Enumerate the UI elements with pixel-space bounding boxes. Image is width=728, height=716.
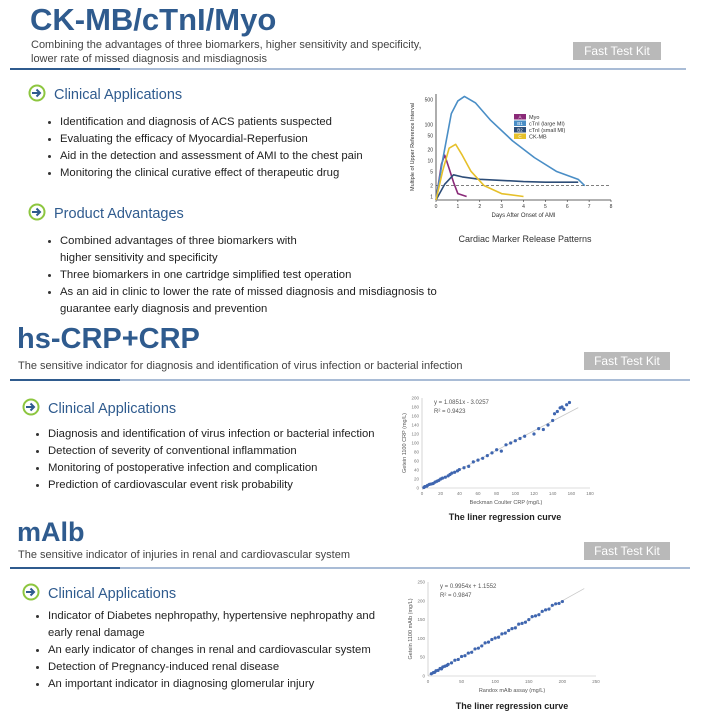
list-item-line: Three biomarkers in one cartridge simplified test operation [60,269,352,281]
y-tick-label: 500 [424,97,433,104]
arrow-circle-icon [28,84,46,106]
list-item: Identification and diagnosis of ACS patients suspected [46,114,406,131]
data-point [444,476,447,479]
data-point [553,412,556,415]
data-point [541,610,544,613]
data-point [561,600,564,603]
data-point [500,450,503,453]
y-tick-label: 5 [430,169,433,176]
fast-test-kit-badge: Fast Test Kit [573,42,661,60]
data-point [537,427,540,430]
data-point [453,471,456,474]
list-item-line: Detection of Pregnancy-induced renal disease [48,661,280,673]
list-item [46,284,466,318]
list-item-line: Combined advantages of three biomarkers with [60,235,297,247]
data-point [527,618,530,621]
r-squared-label: R² = 0.9847 [440,593,472,599]
data-point [463,654,466,657]
data-point [557,602,560,605]
y-tick-label: 200 [417,598,425,604]
clinical-applications-list [34,426,404,494]
data-point [500,632,503,635]
list-item [34,642,404,659]
section-title-hscrp: hs-CRP+CRP [17,323,200,355]
data-point [490,451,493,454]
series-line [436,144,524,200]
data-point [458,468,461,471]
legend-key: B1 [517,121,523,126]
clinical-applications-heading [22,398,176,420]
y-tick-label: 180 [411,404,419,410]
data-point [486,454,489,457]
y-tick-label: 100 [411,440,419,446]
x-tick-label: 1 [456,204,460,210]
y-tick-label: 50 [419,654,425,660]
data-point [457,658,460,661]
data-point [551,419,554,422]
list-item-line: As an aid in clinic to lower the rate of missed diagnosis and misdiagnosis to [60,286,437,298]
y-axis-label: Getein 1100 mAlb (mg/L) [408,598,414,660]
x-tick-label: 140 [548,491,557,496]
y-tick-label: 80 [413,449,419,455]
y-tick-label: 40 [413,467,419,473]
fast-test-kit-badge: Fast Test Kit [584,352,670,370]
regression-equation: y = 0.9954x + 1.1552 [440,584,497,590]
y-tick-label: 100 [417,635,425,641]
x-tick-label: 100 [491,679,499,684]
data-point [481,457,484,460]
data-point [537,613,540,616]
arrow-circle-icon [22,583,40,605]
data-point [534,614,537,617]
list-item [34,676,404,693]
x-tick-label: 120 [530,491,538,496]
malb-regression-chart [398,576,608,696]
y-axis-label: Getein 1100 CRP (mg/L) [402,412,408,474]
fast-test-kit-badge: Fast Test Kit [584,542,670,560]
y-tick-label: 20 [427,147,433,154]
r-squared-label: R² = 0.9423 [434,409,466,415]
data-point [473,647,476,650]
list-item: Prediction of cardiovascular event risk probability [34,477,404,494]
clinical-applications-list [46,114,406,182]
list-item-line: An early indicator of changes in renal and cardiovascular system [48,644,371,656]
arrow-circle-icon [22,398,40,420]
data-point [441,477,444,480]
heading-label: Product Advantages [54,206,184,222]
y-axis-label: Multiple of Upper Reference Interval [410,102,416,192]
x-tick-label: 250 [592,679,600,684]
chart-caption: Cardiac Marker Release Patterns [458,234,592,244]
data-point [520,622,523,625]
heading-label: Clinical Applications [48,586,177,602]
x-tick-label: 2 [478,204,482,210]
list-item: Monitoring the clinical curative effect of therapeutic drug [46,165,406,182]
y-tick-label: 0 [422,673,425,679]
data-point [507,629,510,632]
data-point [460,655,463,658]
data-point [568,401,571,404]
section-subtitle-hscrp [18,359,463,373]
list-item: Aid in the detection and assessment of AMI to the chest pain [46,148,406,165]
data-point [544,608,547,611]
legend-label: cTnI (large MI) [529,121,565,128]
data-point [509,441,512,444]
list-item: Diagnosis and identification of virus infection or bacterial infection [34,426,404,443]
x-tick-label: 150 [525,679,533,684]
list-item: Detection of severity of conventional inflammation [34,443,404,460]
data-point [504,632,507,635]
series-line [436,175,578,200]
data-point [476,459,479,462]
section-subtitle-malb [18,548,350,562]
section-subtitle-ckmb [31,38,422,66]
list-item: Monitoring of postoperative infection and complication [34,460,404,477]
data-point [450,472,453,475]
x-axis-label: Randox mAlb assay (mg/L) [478,688,546,694]
heading-label: Clinical Applications [54,87,183,103]
data-point [495,448,498,451]
x-tick-label: 8 [609,204,613,210]
x-tick-label: 7 [587,204,591,210]
y-tick-label: 1 [430,194,433,201]
y-tick-label: 10 [427,158,433,165]
x-tick-label: 60 [475,491,481,496]
y-tick-label: 50 [427,133,433,140]
y-tick-label: 100 [424,122,433,129]
data-point [467,651,470,654]
data-point [470,651,473,654]
section-divider [10,68,686,70]
list-item [46,267,466,284]
x-tick-label: 50 [459,679,465,684]
data-point [542,428,545,431]
legend-label: CK-MB [529,134,547,141]
section-title-malb: mAlb [17,517,85,547]
legend-key: A [518,114,522,120]
product-advantages-list [46,233,466,318]
x-axis-label: Days After Onset of AMI [491,213,556,219]
list-item-line: An important indicator in diagnosing glomerular injury [48,678,315,690]
chart-caption: The liner regression curve [455,701,569,711]
legend-key: C [518,134,522,139]
y-tick-label: 120 [411,431,419,437]
clinical-applications-heading [22,583,176,605]
y-tick-label: 250 [417,579,425,585]
y-tick-label: 0 [416,485,419,491]
x-tick-label: 5 [543,204,547,210]
data-point [514,439,517,442]
x-tick-label: 200 [558,679,567,684]
subtitle-line: lower rate of missed diagnosis and misdiagnosis [31,53,268,65]
y-tick-label: 60 [413,458,419,464]
legend-key: B2 [517,127,523,133]
x-tick-label: 40 [456,491,462,496]
x-tick-label: 0 [420,491,424,496]
y-tick-label: 200 [411,395,419,401]
list-item [34,608,404,642]
x-tick-label: 0 [426,679,430,684]
regression-equation: y = 1.0851x - 3.0257 [434,400,489,406]
data-point [467,465,470,468]
heading-label: Clinical Applications [48,401,177,417]
x-tick-label: 80 [494,491,500,496]
arrow-circle-icon [28,203,46,225]
cardiac-marker-chart [406,86,628,230]
y-tick-label: 160 [411,413,419,419]
y-tick-label: 140 [411,422,419,428]
x-tick-label: 100 [511,491,520,496]
data-point [462,466,465,469]
data-point [562,408,565,411]
list-item [34,659,404,676]
x-tick-label: 3 [500,204,504,210]
data-point [532,432,535,435]
subtitle-line: The sensitive indicator of injuries in renal and cardiovascular system [18,549,350,561]
clinical-applications-list [34,608,404,693]
list-item [46,233,466,267]
data-point [504,443,507,446]
data-point [450,661,453,664]
y-tick-label: 2 [430,183,433,190]
data-point [472,460,475,463]
list-item-line: early renal damage [48,627,145,639]
list-item: Evaluating the efficacy of Myocardial-Reperfusion [46,131,406,148]
legend-label: cTnI (small MI) [529,127,566,134]
crp-regression-chart [398,392,598,508]
data-point [490,638,493,641]
section-title-ckmb: CK-MB/cTnI/Myo [30,2,277,37]
data-point [510,627,513,630]
subtitle-line: Combining the advantages of three biomarkers, higher sensitivity and specificity, [31,39,422,51]
data-point [524,621,527,624]
data-point [453,659,456,662]
x-tick-label: 0 [434,204,438,210]
data-point [494,636,497,639]
x-tick-label: 180 [586,491,594,496]
y-tick-label: 150 [417,617,425,623]
data-point [523,435,526,438]
list-item-line: higher sensitivity and specificity [60,252,218,264]
legend-label: Myo [529,114,540,121]
list-item-line: Indicator of Diabetes nephropathy, hypertensive nephropathy and [48,610,375,622]
section-divider [10,567,690,569]
clinical-applications-heading [28,84,182,106]
data-point [514,626,517,629]
data-point [487,641,490,644]
data-point [447,663,450,666]
x-tick-label: 4 [522,204,525,210]
x-tick-label: 160 [567,491,576,496]
x-tick-label: 20 [438,491,444,496]
data-point [477,647,480,650]
data-point [518,437,521,440]
data-point [546,423,549,426]
section-divider [10,379,690,381]
list-item-line: guarantee early diagnosis and prevention [60,303,268,315]
data-point [480,644,483,647]
y-tick-label: 20 [413,476,419,482]
subtitle-line: The sensitive indicator for diagnosis and identification of virus infection or bacterial infection [18,360,463,372]
x-axis-label: Beckman Coulter CRP (mg/L) [469,500,543,506]
data-point [497,636,500,639]
x-tick-label: 6 [565,204,569,210]
data-point [551,604,554,607]
data-point [484,641,487,644]
product-advantages-heading [28,203,184,225]
data-point [517,623,520,626]
chart-caption: The liner regression curve [448,512,562,522]
data-point [531,615,534,618]
data-point [554,602,557,605]
data-point [547,607,550,610]
data-point [565,403,568,406]
data-point [556,410,559,413]
